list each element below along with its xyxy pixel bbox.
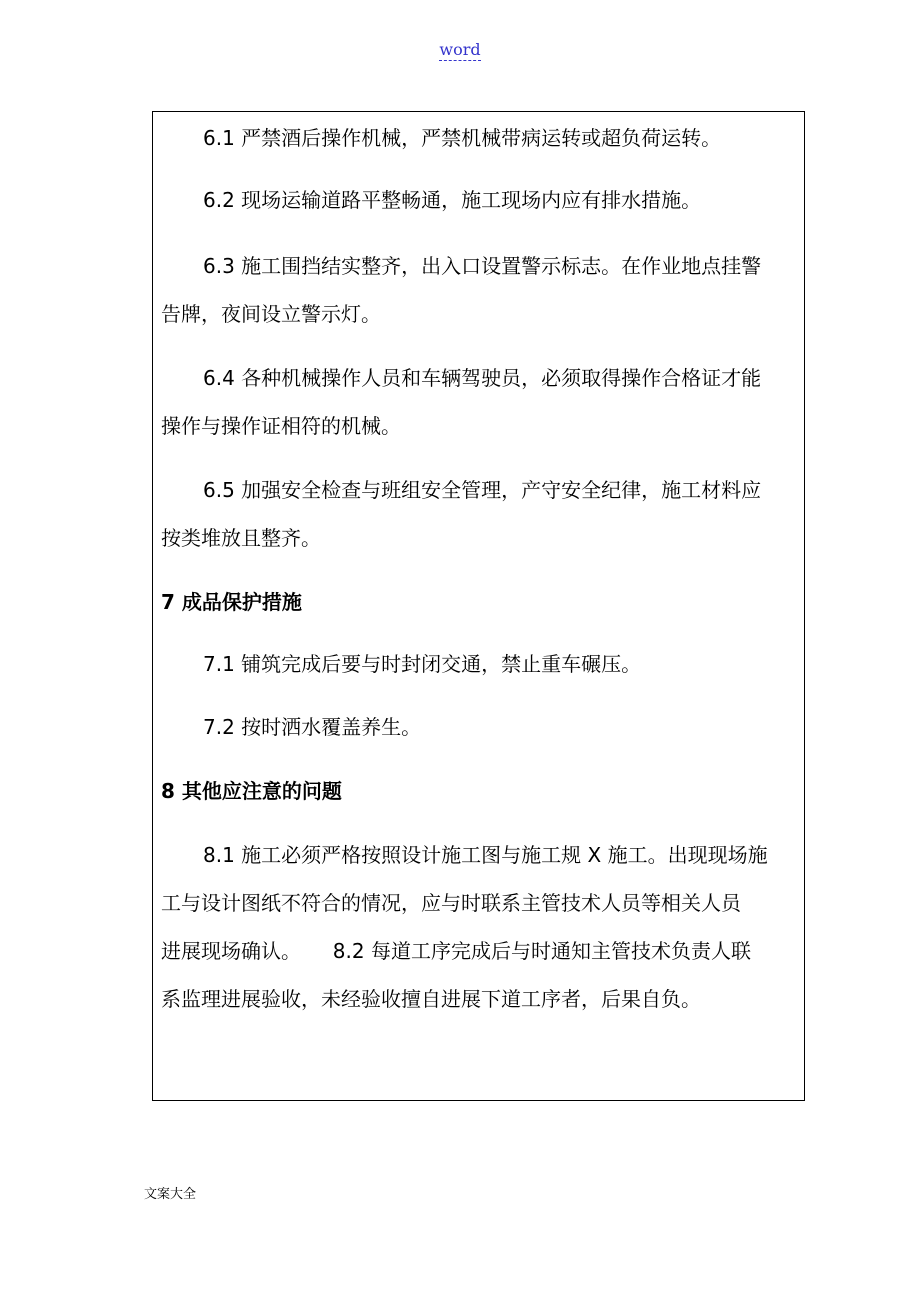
section-7-title: 7 成品保护措施 <box>161 590 302 614</box>
item-8-1-line3: 进展现场确认。 8.2 每道工序完成后与时通知主管技术负责人联 <box>161 939 751 963</box>
footer-text: 文案大全 <box>144 1187 197 1202</box>
item-8-1-line2: 工与设计图纸不符合的情况，应与时联系主管技术人员等相关人员 <box>161 891 741 915</box>
item-6-4-line1: 6.4 各种机械操作人员和车辆驾驶员，必须取得操作合格证才能 <box>203 366 762 390</box>
item-7-2: 7.2 按时洒水覆盖养生。 <box>203 715 422 739</box>
content-frame <box>152 111 805 1101</box>
item-6-5-line1: 6.5 加强安全检查与班组安全管理，产守安全纪律，施工材料应 <box>203 478 762 502</box>
item-8-1-line1: 8.1 施工必须严格按照设计施工图与施工规 X 施工。出现现场施 <box>203 843 768 867</box>
item-6-5-line2: 按类堆放且整齐。 <box>161 526 321 550</box>
item-6-4-line2: 操作与操作证相符的机械。 <box>161 414 401 438</box>
item-6-1: 6.1 严禁酒后操作机械，严禁机械带病运转或超负荷运转。 <box>203 126 722 150</box>
item-8-2-line2: 系监理进展验收，未经验收擅自进展下道工序者，后果自负。 <box>161 987 701 1011</box>
item-7-1: 7.1 铺筑完成后要与时封闭交通，禁止重车碾压。 <box>203 652 642 676</box>
section-8-title: 8 其他应注意的问题 <box>161 779 342 803</box>
item-6-3-line1: 6.3 施工围挡结实整齐，出入口设置警示标志。在作业地点挂警 <box>203 254 762 278</box>
item-6-3-line2: 告牌，夜间设立警示灯。 <box>161 302 381 326</box>
header-word-text[interactable]: word <box>439 40 481 59</box>
item-6-2: 6.2 现场运输道路平整畅通，施工现场内应有排水措施。 <box>203 188 702 212</box>
header-word-link[interactable] <box>0 40 920 59</box>
